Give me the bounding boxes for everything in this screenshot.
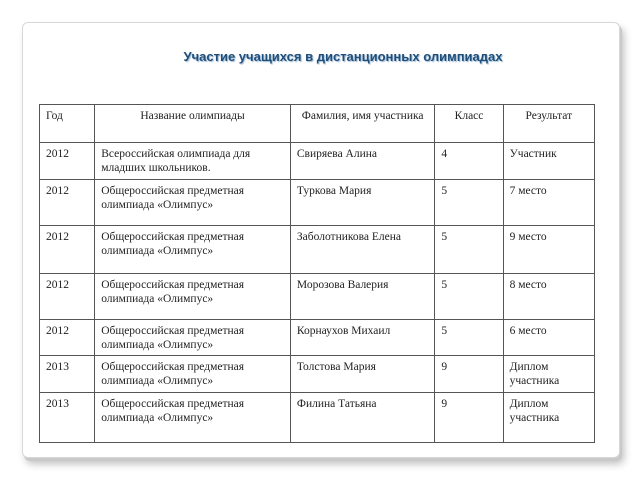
cell-result: 6 место	[503, 320, 594, 356]
cell-grade: 9	[435, 393, 503, 443]
cell-year: 2012	[40, 226, 95, 274]
table-row	[40, 274, 595, 320]
header-participant: Фамилия, имя участника	[290, 105, 435, 143]
slide-frame	[22, 22, 620, 458]
cell-olympiad-name: Общероссийская предметная олимпиада «Олимпус»	[95, 393, 291, 443]
cell-grade: 5	[435, 320, 503, 356]
table-row	[40, 393, 595, 443]
cell-result: Диплом участника	[503, 356, 594, 393]
header-result: Результат	[503, 105, 594, 143]
cell-participant: Заболотникова Елена	[290, 226, 435, 274]
cell-result: Участник	[503, 143, 594, 180]
header-olympiad-name: Название олимпиады	[95, 105, 291, 143]
cell-grade: 5	[435, 226, 503, 274]
cell-olympiad-name: Всероссийская олимпиада для младших школьников.	[95, 143, 291, 180]
cell-participant: Корнаухов Михаил	[290, 320, 435, 356]
cell-participant: Филина Татьяна	[290, 393, 435, 443]
cell-olympiad-name: Общероссийская предметная олимпиада «Олимпус»	[95, 226, 291, 274]
page-title: Участие учащихся в дистанционных олимпиадах	[183, 49, 503, 64]
olympiad-table	[39, 104, 595, 443]
cell-participant: Свиряева Алина	[290, 143, 435, 180]
cell-year: 2012	[40, 180, 95, 226]
table-header-row	[40, 105, 595, 143]
cell-participant: Морозова Валерия	[290, 274, 435, 320]
cell-result: Диплом участника	[503, 393, 594, 443]
cell-participant: Туркова Мария	[290, 180, 435, 226]
cell-year: 2012	[40, 143, 95, 180]
cell-year: 2013	[40, 356, 95, 393]
cell-year: 2013	[40, 393, 95, 443]
cell-olympiad-name: Общероссийская предметная олимпиада «Олимпус»	[95, 274, 291, 320]
header-year: Год	[40, 105, 95, 143]
cell-olympiad-name: Общероссийская предметная олимпиада «Олимпус»	[95, 320, 291, 356]
table-row	[40, 180, 595, 226]
cell-olympiad-name: Общероссийская предметная олимпиада «Олимпус»	[95, 180, 291, 226]
cell-result: 7 место	[503, 180, 594, 226]
cell-year: 2012	[40, 274, 95, 320]
table-row	[40, 226, 595, 274]
cell-olympiad-name: Общероссийская предметная олимпиада «Олимпус»	[95, 356, 291, 393]
header-grade: Класс	[435, 105, 503, 143]
cell-grade: 4	[435, 143, 503, 180]
cell-grade: 5	[435, 180, 503, 226]
cell-grade: 9	[435, 356, 503, 393]
cell-participant: Толстова Мария	[290, 356, 435, 393]
table-row	[40, 143, 595, 180]
cell-result: 8 место	[503, 274, 594, 320]
table-row	[40, 320, 595, 356]
cell-result: 9 место	[503, 226, 594, 274]
table-row	[40, 356, 595, 393]
cell-grade: 5	[435, 274, 503, 320]
cell-year: 2012	[40, 320, 95, 356]
